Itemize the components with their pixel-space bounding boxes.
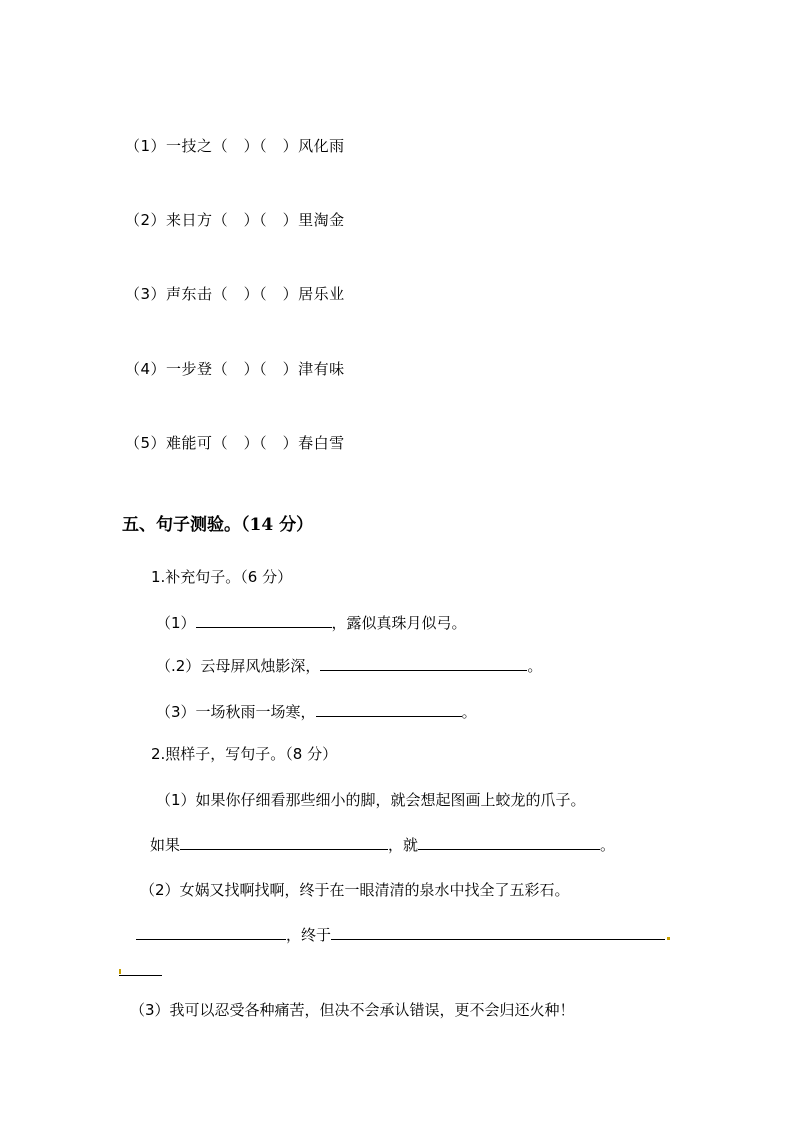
answer-blank[interactable]	[196, 612, 332, 628]
idiom-suffix: 里淘金	[298, 211, 345, 229]
pattern-word-if: 如果	[150, 836, 181, 854]
section-heading: 五、句子测验。（14 分）	[122, 515, 314, 535]
idiom-blank-2[interactable]: （ ）	[259, 360, 299, 378]
answer-blank-continuation[interactable]	[119, 975, 162, 976]
pattern-line-2	[136, 924, 670, 945]
item-text: 云母屏风烛影深，	[200, 657, 321, 675]
pattern-end: 。	[600, 836, 616, 854]
idiom-blank-1[interactable]: （ ）	[212, 285, 260, 303]
question-1-title: 1.补充句子。（6 分）	[151, 568, 293, 586]
pattern-line-1	[150, 834, 615, 855]
item-number: （1）	[156, 614, 196, 632]
idiom-blank-1[interactable]: （ ）	[212, 211, 260, 229]
mark-dot	[667, 937, 670, 940]
answer-blank[interactable]	[180, 834, 388, 850]
item-number: （3）	[156, 703, 196, 721]
idiom-suffix: 春白雪	[298, 434, 345, 452]
idiom-prefix: 难能可	[166, 434, 213, 452]
example-sentence-1: （1）如果你仔细看那些细小的脚，就会想起图画上蛟龙的爪子。	[156, 791, 586, 809]
idiom-number: （5）	[125, 434, 167, 452]
question-1-item-1	[156, 612, 467, 633]
idiom-blank-2[interactable]: （ ）	[259, 137, 299, 155]
item-end: 。	[461, 703, 477, 721]
idiom-prefix: 一技之	[166, 137, 213, 155]
idiom-line-2	[125, 210, 345, 230]
idiom-line-1	[125, 136, 345, 156]
item-end: 。	[527, 657, 543, 675]
answer-blank[interactable]	[136, 924, 286, 940]
item-text: ，露似真珠月似弓。	[331, 614, 467, 632]
idiom-blank-1[interactable]: （ ）	[212, 360, 260, 378]
item-text: 一场秋雨一场寒，	[195, 703, 316, 721]
idiom-number: （4）	[125, 360, 167, 378]
mark-tick	[119, 969, 121, 974]
idiom-suffix: 居乐业	[298, 285, 345, 303]
example-sentence-2: （2）女娲又找啊找啊，终于在一眼清清的泉水中找全了五彩石。	[140, 881, 570, 899]
pattern-word-finally: ，终于	[286, 926, 332, 944]
idiom-line-5	[125, 433, 345, 453]
answer-blank[interactable]	[320, 655, 527, 671]
idiom-blank-2[interactable]: （ ）	[259, 211, 299, 229]
question-1-item-3	[156, 701, 477, 722]
item-number: （.2）	[156, 657, 201, 675]
idiom-line-4	[125, 359, 345, 379]
question-1-item-2	[156, 655, 542, 676]
idiom-suffix: 风化雨	[298, 137, 345, 155]
idiom-prefix: 来日方	[166, 211, 213, 229]
idiom-blank-1[interactable]: （ ）	[212, 137, 260, 155]
answer-blank[interactable]	[316, 701, 462, 717]
example-sentence-3: （3）我可以忍受各种痛苦，但决不会承认错误，更不会归还火种！	[130, 1001, 575, 1019]
pattern-word-then: ，就	[388, 836, 419, 854]
answer-blank[interactable]	[418, 834, 600, 850]
question-2-title: 2.照样子，写句子。（8 分）	[151, 745, 338, 763]
idiom-number: （2）	[125, 211, 167, 229]
idiom-blank-2[interactable]: （ ）	[259, 434, 299, 452]
idiom-prefix: 声东击	[166, 285, 213, 303]
idiom-line-3	[125, 284, 345, 304]
idiom-blank-1[interactable]: （ ）	[212, 434, 260, 452]
idiom-number: （1）	[125, 137, 167, 155]
answer-blank[interactable]	[331, 924, 665, 940]
idiom-number: （3）	[125, 285, 167, 303]
idiom-blank-2[interactable]: （ ）	[259, 285, 299, 303]
idiom-prefix: 一步登	[166, 360, 213, 378]
idiom-suffix: 津有味	[298, 360, 345, 378]
